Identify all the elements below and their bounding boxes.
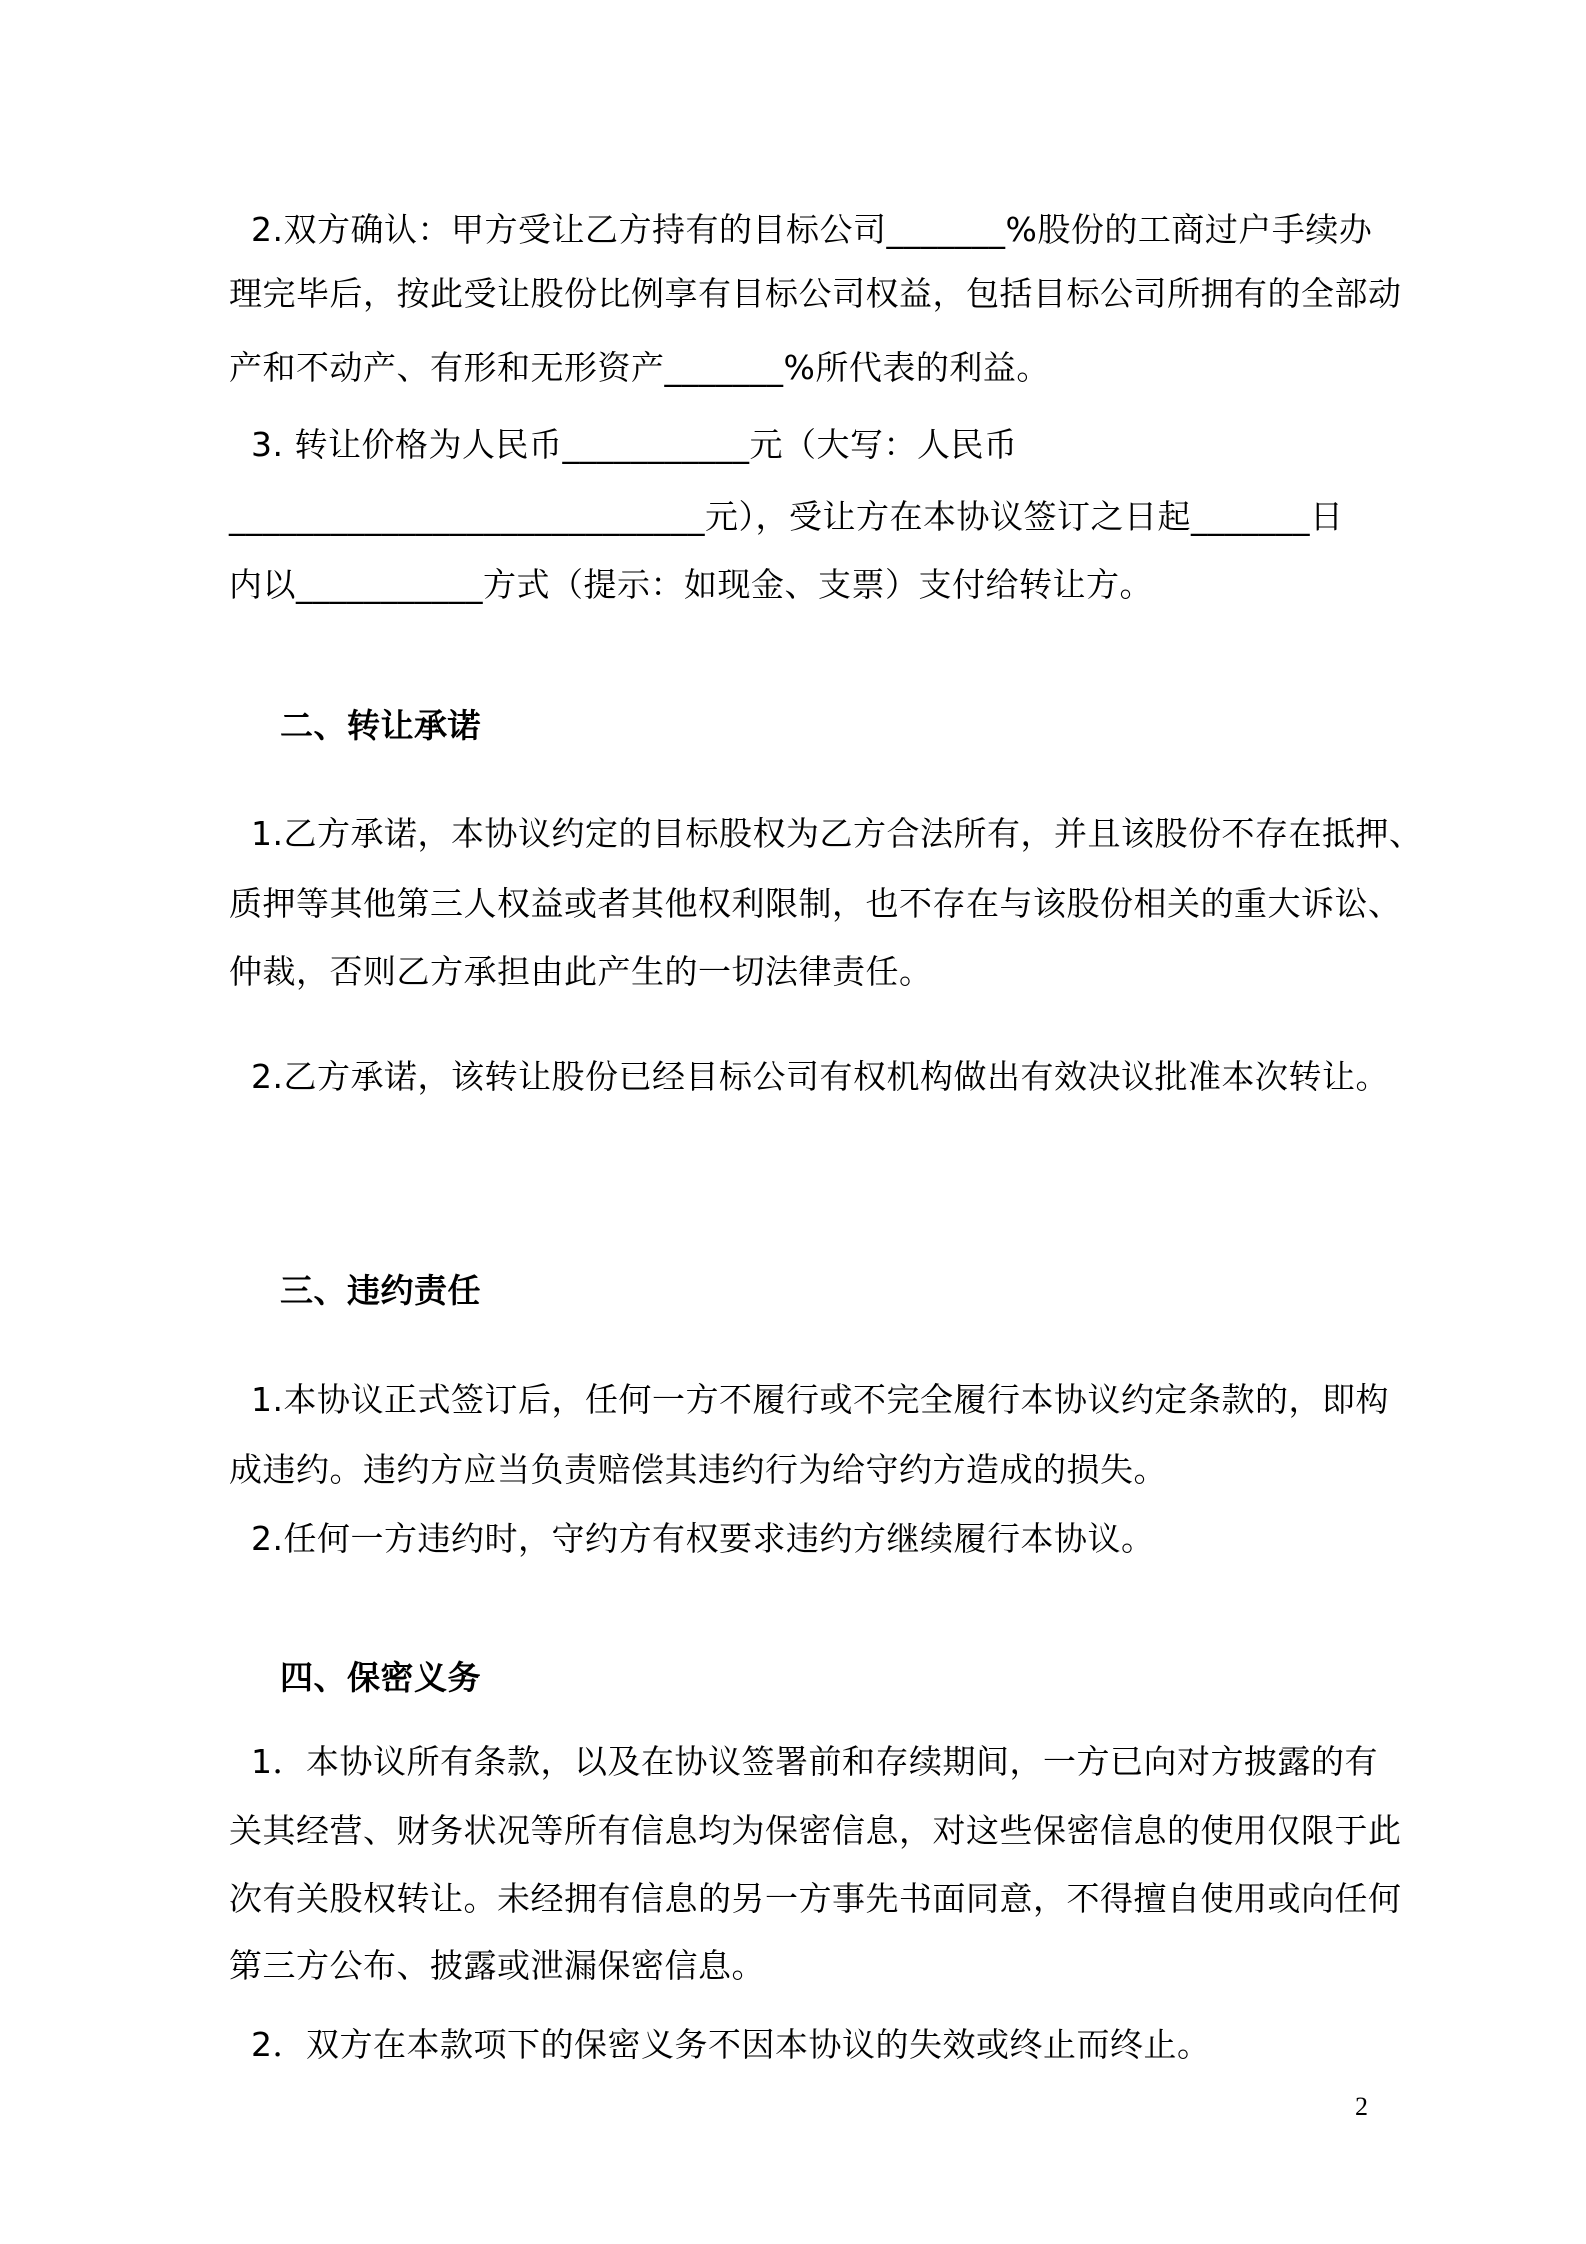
confidentiality-2-line-1: 2．双方在本款项下的保密义务不因本协议的失效或终止而终止。 bbox=[229, 2025, 1211, 2064]
clause-2-line-3: 产和不动产、有形和无形资产_______%所代表的利益。 bbox=[229, 348, 1050, 387]
confidentiality-1-line-3: 次有关股权转让。未经拥有信息的另一方事先书面同意，不得擅自使用或向任何 bbox=[229, 1879, 1402, 1918]
liability-2-line-1: 2.任何一方违约时，守约方有权要求违约方继续履行本协议。 bbox=[229, 1519, 1155, 1558]
commitment-1-line-3: 仲裁，否则乙方承担由此产生的一切法律责任。 bbox=[229, 952, 933, 991]
page-number: 2 bbox=[1355, 2092, 1368, 2121]
clause-3-line-1: 3. 转让价格为人民币___________元（大写：人民币 bbox=[229, 425, 1018, 464]
clause-3-line-2: ____________________________元），受让方在本协议签订之日起_______日 bbox=[229, 497, 1344, 536]
confidentiality-1-line-1: 1．本协议所有条款，以及在协议签署前和存续期间，一方已向对方披露的有 bbox=[229, 1742, 1378, 1781]
confidentiality-1-line-2: 关其经营、财务状况等所有信息均为保密信息，对这些保密信息的使用仅限于此 bbox=[229, 1811, 1402, 1850]
clause-3-line-3: 内以___________方式（提示：如现金、支票）支付给转让方。 bbox=[229, 565, 1153, 604]
commitment-1-line-2: 质押等其他第三人权益或者其他权利限制，也不存在与该股份相关的重大诉讼、 bbox=[229, 884, 1402, 923]
liability-1-line-1: 1.本协议正式签订后，任何一方不履行或不完全履行本协议约定条款的，即构 bbox=[229, 1380, 1389, 1419]
commitment-1-line-1: 1.乙方承诺，本协议约定的目标股权为乙方合法所有，并且该股份不存在抵押、 bbox=[229, 814, 1423, 853]
section-heading-liability: 三、违约责任 bbox=[280, 1271, 481, 1310]
liability-1-line-2: 成违约。违约方应当负责赔偿其违约行为给守约方造成的损失。 bbox=[229, 1450, 1167, 1489]
commitment-2-line-1: 2.乙方承诺，该转让股份已经目标公司有权机构做出有效决议批准本次转让。 bbox=[229, 1057, 1389, 1096]
section-heading-commitment: 二、转让承诺 bbox=[280, 706, 481, 745]
clause-2-line-1: 2.双方确认：甲方受让乙方持有的目标公司_______%股份的工商过户手续办 bbox=[229, 210, 1373, 249]
clause-2-line-2: 理完毕后，按此受让股份比例享有目标公司权益，包括目标公司所拥有的全部动 bbox=[229, 274, 1402, 313]
confidentiality-1-line-4: 第三方公布、披露或泄漏保密信息。 bbox=[229, 1946, 765, 1985]
section-heading-confidentiality: 四、保密义务 bbox=[280, 1658, 481, 1697]
